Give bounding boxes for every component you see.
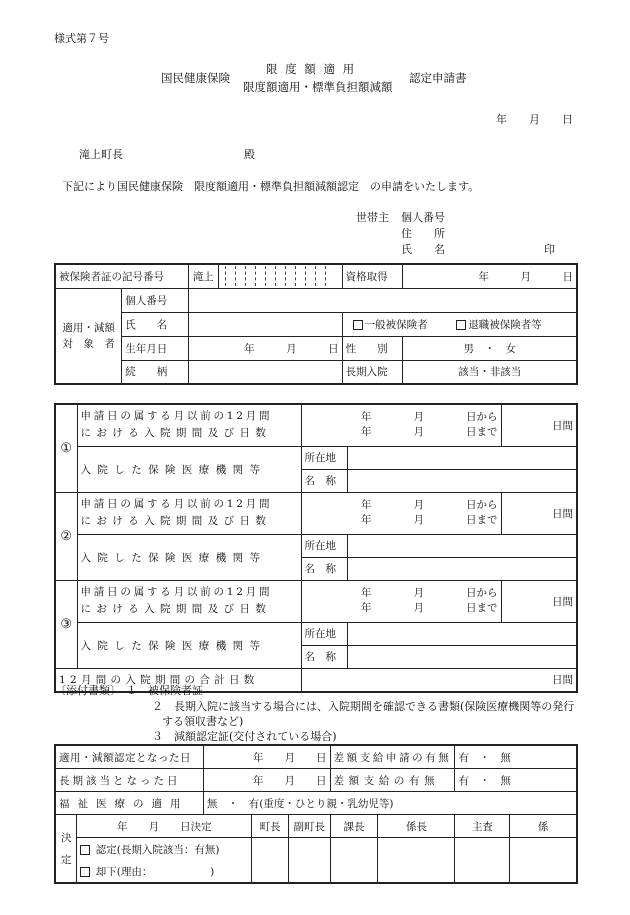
header-senior-staff: 主査: [455, 815, 510, 838]
period-label-line1: 申請日の属する月以前の12月間: [80, 498, 273, 510]
relation-label: 続 柄: [122, 360, 188, 384]
applicant-head-label: 世帯主: [356, 211, 389, 224]
qualification-label: 資格取得: [342, 264, 403, 288]
hospital-row-number: ②: [55, 492, 77, 580]
institution-name-field[interactable]: [347, 469, 577, 492]
birth-date-label: 生年月日: [122, 336, 188, 360]
hospital-row-number: ①: [55, 404, 77, 492]
location-field[interactable]: [347, 622, 577, 645]
institution-name-label: 名 称: [301, 469, 347, 492]
insured-table: [54, 263, 578, 385]
period-days-field[interactable]: 日間: [501, 404, 577, 446]
name-field[interactable]: [188, 312, 342, 336]
seal-unit-chief[interactable]: [378, 838, 455, 884]
period-range-field[interactable]: [301, 580, 501, 622]
period-from: 年 月 日から: [361, 587, 498, 599]
reject-option[interactable]: [77, 860, 252, 883]
header-unit-chief: 係長: [378, 815, 455, 838]
retired-checkbox[interactable]: [456, 320, 466, 330]
long-term-field[interactable]: 該当・非該当: [403, 360, 577, 384]
header-section-chief: 課長: [330, 815, 378, 838]
reject-option-label: 却下(理由： ): [95, 865, 215, 878]
header-mayor: 町長: [252, 815, 289, 838]
approve-option[interactable]: [77, 838, 252, 861]
sex-label: 性 別: [342, 336, 403, 360]
period-from: 年 月 日から: [361, 411, 498, 424]
attachments-label: 〔添付書類〕: [55, 684, 121, 697]
location-label: 所在地: [301, 622, 347, 645]
approve-option-label: 認定(長期入院該当：有無): [95, 843, 220, 856]
name-label: 氏 名: [122, 312, 188, 336]
applicant-name-label: 氏 名: [401, 243, 445, 256]
target-person-label: [55, 288, 122, 384]
individual-number-label: 個人番号: [122, 288, 188, 312]
sex-field[interactable]: 男 ・ 女: [403, 336, 577, 360]
individual-number-field[interactable]: [188, 288, 577, 312]
period-to: 年 月 日まで: [361, 514, 498, 526]
title-center-bottom: 限度額適用・標準負担額減額: [243, 80, 393, 94]
period-days-field[interactable]: 日間: [501, 492, 577, 534]
institution-label: 入院した保険医療機関等: [77, 446, 301, 492]
total-days-field[interactable]: 日間: [301, 668, 577, 692]
seal-mark: 印: [544, 243, 555, 256]
target-label-line2: 対 象 者: [62, 337, 115, 350]
decision-label: 決定: [55, 815, 77, 884]
attachment-item-1: １ 被保険者証: [126, 684, 203, 697]
attachment-item-2a: ２ 長期入院に該当する場合には、入院期間を確認できる書類(保険医療機関等の発行: [152, 700, 575, 713]
birth-date-field[interactable]: 年 月 日: [188, 336, 342, 360]
period-label-line1: 申請日の属する月以前の12月間: [80, 410, 273, 423]
diff-paid-field[interactable]: 有 ・ 無: [455, 769, 577, 792]
long-term-date-label: 長期該当となった日: [55, 769, 203, 792]
diff-claim-label: 差額支給申請の有無: [330, 745, 455, 769]
location-field[interactable]: [347, 446, 577, 469]
period-label-line2: における入院期間及び日数: [80, 515, 272, 527]
decision-date[interactable]: 年 月 日決定: [77, 815, 252, 838]
seal-mayor[interactable]: [252, 838, 289, 884]
period-range-field[interactable]: [301, 492, 501, 534]
institution-name-label: 名 称: [301, 645, 347, 668]
seal-section-chief[interactable]: [330, 838, 378, 884]
period-days-field[interactable]: 日間: [501, 580, 577, 622]
period-label-line2: における入院期間及び日数: [80, 427, 272, 440]
card-number-label: 被保険者証の記号番号: [55, 264, 188, 288]
applicant-address-label: 住 所: [401, 227, 445, 240]
diff-claim-field[interactable]: 有 ・ 無: [455, 745, 577, 769]
period-label: [77, 404, 301, 446]
reject-checkbox[interactable]: [80, 867, 90, 877]
applicant-id-label: 個人番号: [401, 211, 445, 224]
location-label: 所在地: [301, 534, 347, 557]
period-range-field[interactable]: [301, 404, 501, 446]
institution-label: 入院した保険医療機関等: [77, 622, 301, 668]
diff-paid-label: 差額支給の有無: [330, 769, 455, 792]
approve-checkbox[interactable]: [80, 845, 90, 855]
relation-field[interactable]: [188, 360, 342, 384]
period-label-line2: における入院期間及び日数: [80, 603, 272, 615]
long-term-label: 長期入院: [342, 360, 403, 384]
period-to: 年 月 日まで: [361, 602, 498, 614]
long-term-date-field[interactable]: 年 月 日: [203, 769, 330, 792]
insured-type-options[interactable]: [342, 312, 577, 336]
period-label: [77, 580, 301, 622]
approved-date-label: 適用・減額認定となった日: [55, 745, 203, 769]
title-left: 国民健康保険: [161, 71, 230, 85]
period-to: 年 月 日まで: [361, 426, 498, 439]
target-label-line1: 適用・減額: [62, 321, 115, 334]
general-checkbox[interactable]: [353, 320, 363, 330]
general-insured-label: 一般被保険者: [364, 318, 428, 331]
card-number-field[interactable]: [218, 264, 342, 288]
attachment-item-2b: する領収書など): [162, 715, 244, 728]
institution-label: 入院した保険医療機関等: [77, 534, 301, 580]
institution-name-field[interactable]: [347, 557, 577, 580]
form-number: 様式第７号: [54, 32, 109, 45]
header-deputy-mayor: 副町長: [288, 815, 330, 838]
hospital-row-number: ③: [55, 580, 77, 668]
honorific: 殿: [244, 148, 255, 161]
period-label: [77, 492, 301, 534]
attachment-item-3: ３ 減額認定証(交付されている場合): [152, 730, 337, 743]
welfare-label: 福祉医療の適用: [55, 792, 203, 815]
period-from: 年 月 日から: [361, 499, 498, 511]
seal-deputy-mayor[interactable]: [288, 838, 330, 884]
total-days-label: 12月間の入院期間の合計日数: [55, 668, 301, 692]
town-code: 滝上: [188, 264, 218, 288]
location-field[interactable]: [347, 534, 577, 557]
qualification-date[interactable]: 年 月 日: [403, 264, 577, 288]
location-label: 所在地: [301, 446, 347, 469]
institution-name-label: 名 称: [301, 557, 347, 580]
office-table: [54, 744, 578, 884]
seal-senior-staff[interactable]: [455, 838, 510, 884]
header-staff: 係: [510, 815, 577, 838]
institution-name-field[interactable]: [347, 645, 577, 668]
addressee: 滝上町長: [79, 148, 123, 161]
seal-staff[interactable]: [510, 838, 577, 884]
retired-insured-label: 退職被保険者等: [468, 318, 542, 331]
welfare-field[interactable]: 無 ・ 有(重度・ひとり親・乳幼児等): [203, 792, 577, 815]
application-date: 年 月 日: [496, 113, 573, 126]
title-center-top: 限 度 額 適 用: [266, 62, 357, 76]
statement: 下記により国民健康保険 限度額適用・標準負担額減額認定 の申請をいたします。: [62, 180, 480, 193]
hospital-table: [54, 403, 578, 693]
title-right: 認定申請書: [409, 71, 467, 85]
period-label-line1: 申請日の属する月以前の12月間: [80, 586, 273, 598]
approved-date-field[interactable]: 年 月 日: [203, 745, 330, 769]
